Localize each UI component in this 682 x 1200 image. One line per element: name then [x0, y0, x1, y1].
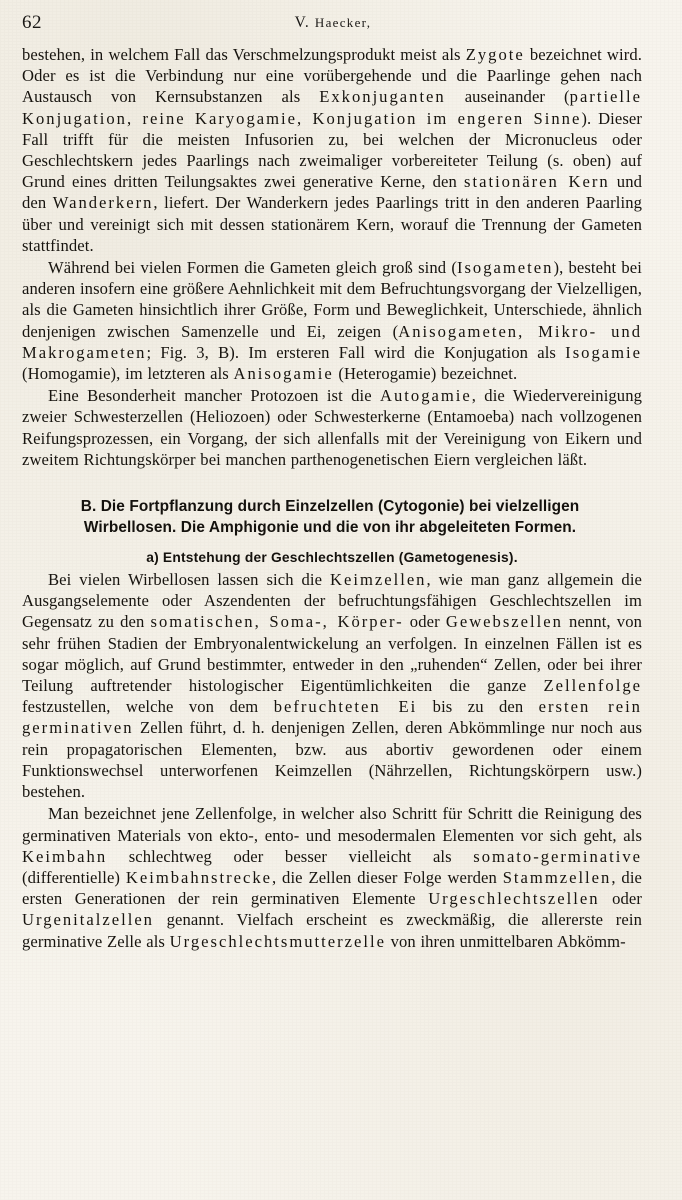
emphasis-letterspaced: ersten rein germinativen — [22, 697, 642, 738]
emphasis-letterspaced: Stammzellen — [502, 867, 612, 887]
emphasis-letterspaced: Keimbahnstrecke — [125, 867, 272, 887]
running-title-initial: V. — [294, 14, 310, 31]
text-run: Zellen führt, d. h. denjenigen Zellen, deren Abkömmlinge nur noch aus rein propagatorischen Elementen, bzw. aus abortiv gewordenen oder einem Funktionswechsel unterworfenen Keimzellen (Nährzellen, Richtungskörpern usw.) bestehen. — [22, 718, 642, 802]
text-run: ; Fig. 3, B). Im ersteren Fall wird die Konjugation als — [146, 342, 566, 362]
text-run: von ihren unmittelbaren Abkömm- — [385, 931, 626, 951]
emphasis-letterspaced: Exkonjuganten — [319, 87, 446, 107]
text-run: , liefert. Der Wanderkern jedes Paarlings tritt in den anderen Paarling über und vereinigt sich mit dessen stationärem Kern, worauf die Trennung der Gameten stattfindet. — [22, 193, 642, 255]
text-run: und den — [22, 172, 642, 213]
text-run: oder — [599, 889, 642, 909]
text-run: (differentielle) — [22, 867, 126, 887]
section-heading-b-line2: Wirbellosen. Die Amphigonie und die von ihr abgeleiteten Formen. — [83, 519, 577, 537]
page-header — [22, 0, 644, 44]
text-run: bezeichnet wird. Oder es ist die Verbindung nur eine vorübergehende und die Paarlinge gehen nach Austausch von Kernsubstanzen als — [22, 45, 642, 107]
paragraph — [22, 569, 642, 802]
emphasis-letterspaced: Anisogamie — [233, 364, 334, 384]
paragraph-group-top — [22, 44, 642, 470]
text-run: Bei vielen Wirbellosen lassen sich die — [48, 570, 330, 590]
text-run: Während bei vielen Formen die Gameten gleich groß sind ( — [48, 258, 457, 278]
section-heading-b — [48, 496, 612, 538]
text-run: genannt. Vielfach erscheint es zweckmäßig, die allererste rein germinative Zelle als — [22, 910, 642, 951]
text-run: (Heterogamie) bezeichnet. — [333, 364, 518, 384]
text-run: , die Zellen dieser Folge werden — [271, 867, 503, 887]
emphasis-letterspaced: somatischen, Soma-, Körper- — [150, 612, 404, 632]
running-title-author: Haecker, — [314, 15, 372, 30]
text-run: schlechtweg oder besser vielleicht als — [107, 846, 474, 866]
text-run: Man bezeichnet jene Zellenfolge, in welcher also Schritt für Schritt die Reinigung des germinativen Materials von ekto-, ento- und mesodermalen Elementen vor sich geht, als — [22, 804, 642, 845]
emphasis-letterspaced: Gewebszellen — [445, 612, 563, 632]
emphasis-letterspaced: somato-germinative — [473, 846, 642, 866]
emphasis-letterspaced: Autogamie — [380, 386, 472, 406]
text-run: oder — [403, 612, 446, 632]
emphasis-letterspaced: Anisogameten, Mikro- und Makrogameten — [22, 321, 642, 362]
emphasis-letterspaced: Isogameten — [456, 258, 554, 278]
emphasis-letterspaced: stationären Kern — [464, 172, 610, 192]
paragraph-group-bottom — [22, 569, 642, 952]
text-run: auseinander ( — [445, 87, 570, 107]
emphasis-letterspaced: Zellenfolge — [543, 676, 642, 696]
emphasis-letterspaced: Keimzellen — [330, 570, 427, 590]
text-run: ). Dieser Fall trifft für die meisten Infusorien zu, bei welchen der Micronucleus oder Geschlechtskern jedes Paarlings nach zweimaliger vorbereiteter Teilung (s. oben) auf Grund eines dritten Teilungsaktes zwei generative Kerne, den — [22, 108, 642, 192]
paragraph — [22, 257, 642, 384]
text-column — [22, 44, 642, 952]
text-run: Eine Besonderheit mancher Protozoen ist die — [48, 386, 380, 406]
running-title — [22, 14, 644, 32]
emphasis-letterspaced: partielle Konjugation, reine Karyogamie, Konjugation im engeren Sinne — [22, 87, 642, 128]
emphasis-letterspaced: Zygote — [465, 45, 525, 64]
subsection-heading-a: a) Entstehung der Geschlechtszellen (Gametogenesis). — [146, 550, 518, 566]
emphasis-letterspaced: Keimbahn — [22, 846, 108, 866]
emphasis-letterspaced: Isogamie — [565, 342, 642, 362]
section-heading-b-line1: B. Die Fortpflanzung durch Einzelzellen (Cytogonie) bei vielzelligen — [80, 498, 580, 516]
text-run: ), besteht bei anderen insofern eine größere Aehnlichkeit mit dem Befruchtungsvorgang der Vielzelligen, als die Gameten hinsichtlich ihrer Größe, Form und Beweglichkeit, Unterschiede, ähnlich denjenigen zwischen Samenzelle und Ei, zeigen ( — [22, 258, 642, 341]
text-run: , die ersten Generationen der rein germinativen Elemente — [22, 867, 642, 909]
text-run: festzustellen, welche von dem — [22, 697, 274, 717]
emphasis-letterspaced: Urgenitalzellen — [22, 910, 154, 930]
paragraph — [22, 385, 642, 470]
emphasis-letterspaced: Urgeschlechtsmutterzelle — [169, 931, 386, 951]
text-run: bestehen, in welchem Fall das Verschmelzungsprodukt meist als — [22, 45, 466, 64]
text-run: , die Wiedervereinigung zweier Schwesterzellen (Heliozoen) oder Schwesterkerne (Entamoeba) nach vollzogenen Reifungsprozessen, ein Vorgang, der sich allenfalls mit der Vereinigung von Eikern und zweitem Richtungskörper bei manchen parthenogenetischen Eiern vergleichen läßt. — [22, 386, 642, 469]
emphasis-letterspaced: Wanderkern — [52, 193, 154, 213]
paragraph — [22, 803, 642, 951]
text-run: , wie man ganz allgemein die Ausgangselemente oder Aszendenten der befruchtungsfähigen Geschlechtszellen im Gegensatz zu den — [22, 570, 642, 632]
paragraph — [22, 44, 642, 256]
text-run: (Homogamie), im letzteren als — [22, 364, 234, 384]
page-number: 62 — [22, 12, 42, 33]
text-run: nennt, von sehr frühen Stadien der Embryonalentwickelung an verfolgen. In einzelnen Fällen ist es sogar möglich, auf Grund bestimmter, entweder in den „ruhenden“ Zellen, oder bei ihrer Teilung auftretender histologischer Eigentümlichkeiten die ganze — [22, 612, 643, 696]
emphasis-letterspaced: Urgeschlechtszellen — [428, 889, 600, 909]
emphasis-letterspaced: befruchteten Ei — [273, 697, 418, 717]
text-run: bis zu den — [417, 697, 539, 717]
